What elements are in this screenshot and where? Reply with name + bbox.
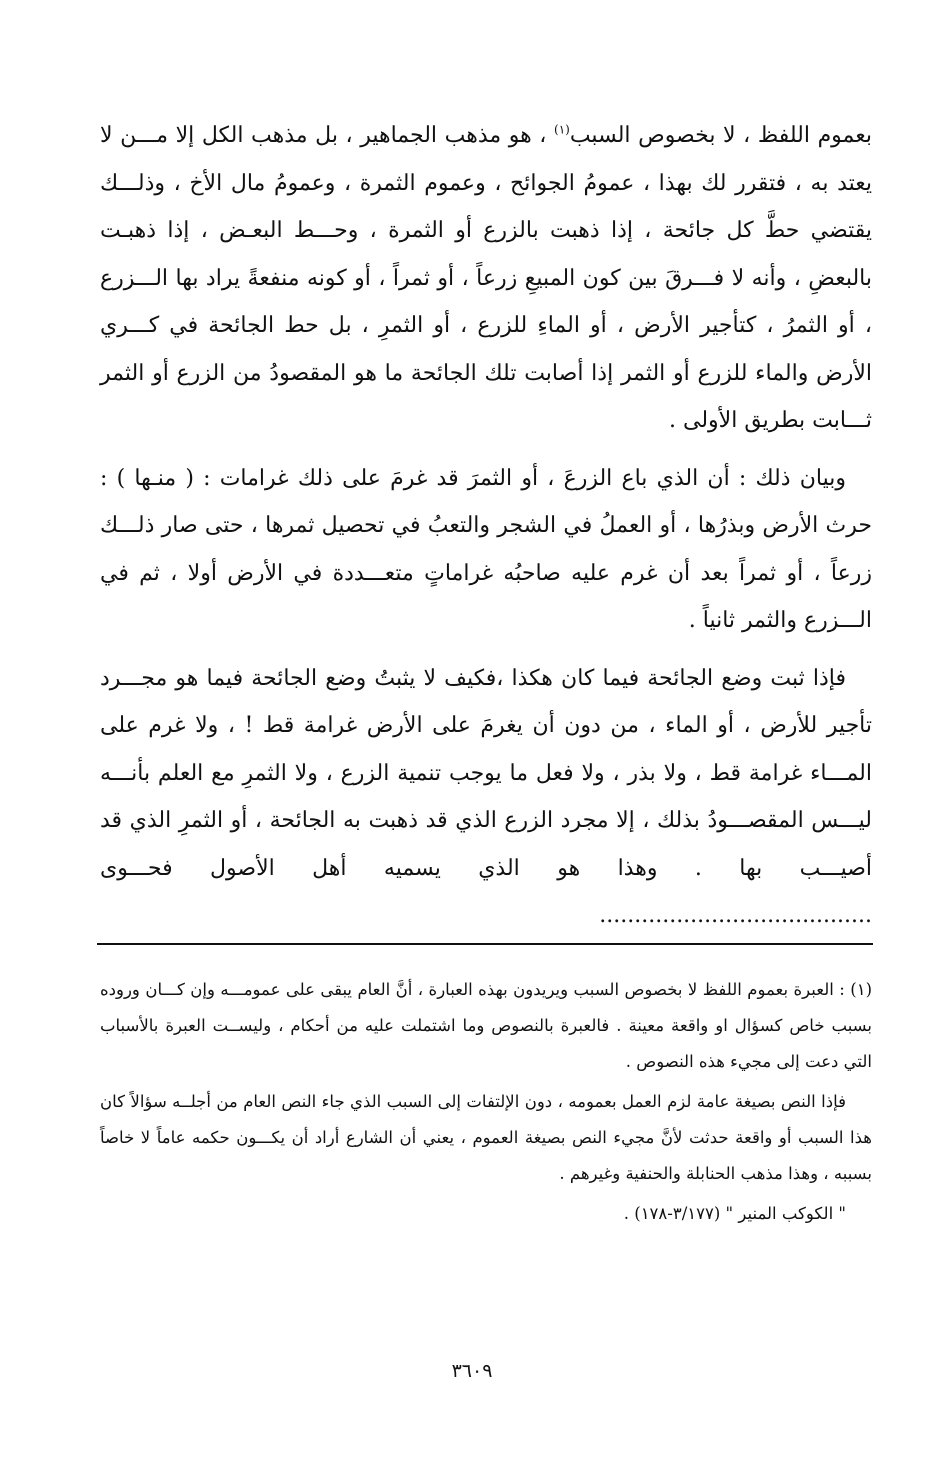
footnote-marker: (١) : bbox=[833, 980, 872, 999]
footnote-1-text: العبرة بعموم اللفظ لا بخصوص السبب ويريدون بهذه العبارة ، أنَّ العام يبقى على عمومـــه وإن كـــان وروده بسبب خاص كسؤال او واقعة معينة . فالعبرة بالنصوص وما اشتملت عليه من أحكام ، وليســت العبرة بالأسباب التي دعت إلى مجيء هذه النصوص . bbox=[100, 980, 872, 1071]
paragraph-1-start: بعموم اللفظ ، لا بخصوص السبب bbox=[569, 123, 873, 148]
paragraph-2: وبيان ذلك : أن الذي باع الزرعَ ، أو الثمرَ قد غرمَ على ذلك غرامات : ( منـها ) : حرث الأرض وبذرُها ، أو العملُ في الشجر والتعبُ في تحصيل ثمرها ، حتى صار ذلـــك زرعاً ، أو ثمراً بعد أن غرم عليه صاحبُه غراماتٍ متعـــددة في الأرض أولا ، ثم في الـــزرع والثمر ثانياً . bbox=[100, 465, 872, 633]
footnote-reference[interactable]: (١) bbox=[554, 122, 570, 137]
paragraph-1 bbox=[100, 112, 872, 445]
paragraph-1-continuation: ، هو مذهب الجماهير ، بل مذهب الكل إلا مـــن لا يعتد به ، فتقرر لك بهذا ، عمومُ الجوائح ، وعموم الثمرة ، وعمومُ مال الأخ ، وذلـــك يقتضي حطَّ كل جائحة ، إذا ذهبت بالزرع أو الثمرة ، وحـــط البعـض ، إذا ذهبـت بالبعضِ ، وأنه لا فـــرقَ بين كون المبيعِ زرعاً ، أو ثمراً ، أو كونه منفعةً يراد بها الـــزرع ، أو الثمرُ ، كتأجير الأرض ، أو الماءِ للزرع ، أو الثمرِ ، بل حط الجائحة في كـــري الأرض والماء للزرع أو الثمر إذا أصابت تلك الجائحة ما هو المقصودُ من الزرع أو الثمر ثـــابت بطريق الأولى . bbox=[100, 123, 872, 433]
footnote-1-paragraph-2: فإذا النص بصيغة عامة لزم العمل بعمومه ، دون الإلتفات إلى السبب الذي جاء النص العام من أجلــه سؤالاً كان هذا السبب أو واقعة حدثت لأنَّ مجيء النص بصيغة العموم ، يعني أن الشارع أراد أن يكـــون حكمه عاماً لا خاصاً بسببه ، وهذا مذهب الحنابلة والحنفية وغيرهم . bbox=[100, 1092, 872, 1183]
footnotes bbox=[100, 972, 872, 1236]
footnote-separator bbox=[97, 943, 873, 945]
footnote-source: " الكوكب المنير " (٣/١٧٧-١٧٨) . bbox=[623, 1204, 846, 1223]
footnote-1 bbox=[100, 972, 872, 1080]
paragraph-3: فإذا ثبت وضع الجائحة فيما كان هكذا ،فكيف لا يثبتُ وضع الجائحة فيما هو مجـــرد تأجير للأرض ، أو الماء ، من دون أن يغرمَ على الأرض غرامة قط ! ، ولا غرم على المـــاء غرامة قط ، ولا بذر ، ولا فعل ما يوجب تنمية الزرع ، ولا الثمرِ مع العلم بأنـــه ليـــس المقصـــودُ بذلك ، إلا مجرد الزرع الذي قد ذهبت به الجائحة ، أو الثمرِ الذي قد أصيـــب بها . وهذا هو الذي يسميه أهل الأصول فحـــوى ....................................... bbox=[100, 665, 872, 928]
main-text bbox=[100, 112, 872, 950]
page-number: ٣٦٠٩ bbox=[451, 1360, 493, 1382]
